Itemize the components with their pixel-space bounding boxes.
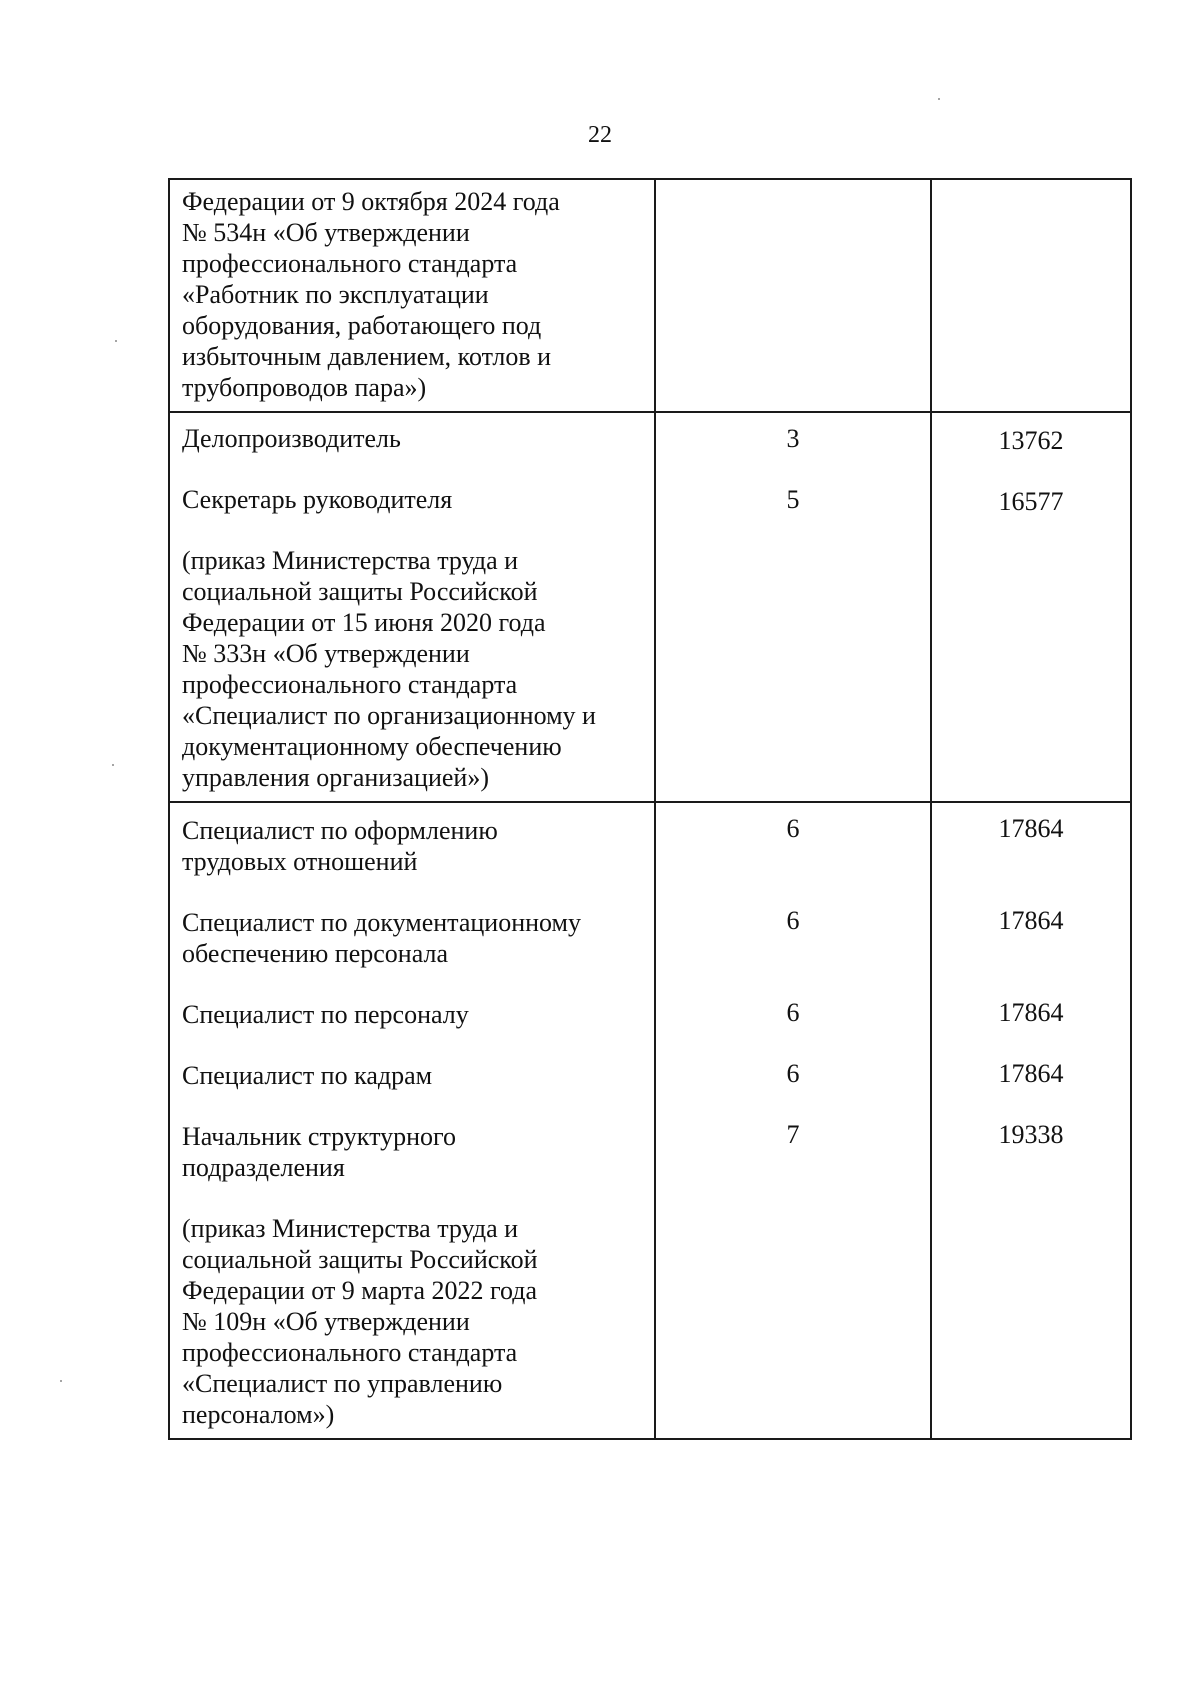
text-line: профессионального стандарта — [182, 1338, 518, 1367]
row-3-salary-cell — [931, 802, 1131, 1439]
position-name — [182, 815, 644, 877]
row-3-name-cell — [169, 802, 655, 1439]
qualification-level: 6 — [786, 814, 800, 843]
text-line: Специалист по документационному — [182, 908, 581, 937]
salary-value: 17864 — [998, 906, 1064, 935]
row-3-level-cell — [655, 802, 931, 1439]
text-line: обеспечению персонала — [182, 939, 448, 968]
text-line: Федерации от 9 октября 2024 года — [182, 187, 560, 216]
text-line: Федерации от 9 марта 2022 года — [182, 1276, 538, 1305]
scan-speck — [112, 764, 114, 766]
row-2-level-cell — [655, 412, 931, 802]
scan-speck — [115, 340, 117, 342]
position-name — [182, 1121, 644, 1183]
text-line: (приказ Министерства труда и — [182, 546, 519, 575]
text-line: подразделения — [182, 1153, 345, 1182]
text-line: № 109н «Об утверждении — [182, 1307, 470, 1336]
text-line: № 333н «Об утверждении — [182, 639, 470, 668]
text-line: № 534н «Об утверждении — [182, 218, 470, 247]
position-name: Делопроизводитель — [182, 424, 401, 453]
text-line: трубопроводов пара») — [182, 373, 427, 402]
text-line: (приказ Министерства труда и — [182, 1214, 519, 1243]
scan-speck — [60, 1380, 62, 1382]
position-name — [182, 907, 644, 969]
salary-value: 13762 — [998, 426, 1064, 455]
text-line: Специалист по оформлению — [182, 816, 498, 845]
text-line: Начальник структурного — [182, 1122, 457, 1151]
row-2-name-cell — [169, 412, 655, 802]
row-1-name-cell — [169, 179, 655, 412]
text-line: документационному обеспечению — [182, 732, 562, 761]
order-text — [182, 1213, 644, 1430]
table-row — [169, 179, 1131, 412]
row-1-level-cell — [655, 179, 931, 412]
qualification-level: 6 — [786, 998, 800, 1027]
qualification-level: 7 — [786, 1120, 800, 1149]
table-row — [169, 802, 1131, 1439]
text-line: оборудования, работающего под — [182, 311, 542, 340]
page-number: 22 — [588, 122, 612, 148]
text-line: Федерации от 15 июня 2020 года — [182, 608, 546, 637]
qualification-level: 6 — [786, 906, 800, 935]
text-line: «Специалист по организационному и — [182, 701, 596, 730]
position-name: Специалист по кадрам — [182, 1061, 433, 1090]
salary-value: 16577 — [998, 487, 1064, 516]
table-row — [169, 412, 1131, 802]
text-line: «Специалист по управлению — [182, 1369, 503, 1398]
salary-value: 19338 — [998, 1120, 1064, 1149]
text-line: персоналом») — [182, 1400, 335, 1429]
text-line: «Работник по эксплуатации — [182, 280, 489, 309]
qualification-table — [168, 178, 1132, 1440]
salary-value: 17864 — [998, 814, 1064, 843]
qualification-level: 3 — [786, 424, 800, 453]
text-line: трудовых отношений — [182, 847, 418, 876]
order-text — [182, 186, 644, 403]
text-line: управления организацией») — [182, 763, 489, 792]
scan-speck — [938, 98, 940, 100]
salary-value: 17864 — [998, 1059, 1064, 1088]
text-line: избыточным давлением, котлов и — [182, 342, 552, 371]
row-2-salary-cell — [931, 412, 1131, 802]
order-text — [182, 545, 644, 793]
row-1-salary-cell — [931, 179, 1131, 412]
position-name: Секретарь руководителя — [182, 485, 453, 514]
text-line: профессионального стандарта — [182, 249, 518, 278]
qualification-level: 6 — [786, 1059, 800, 1088]
text-line: социальной защиты Российской — [182, 1245, 538, 1274]
text-line: социальной защиты Российской — [182, 577, 538, 606]
text-line: профессионального стандарта — [182, 670, 518, 699]
qualification-level: 5 — [786, 485, 800, 514]
position-name: Специалист по персоналу — [182, 1000, 469, 1029]
salary-value: 17864 — [998, 998, 1064, 1027]
